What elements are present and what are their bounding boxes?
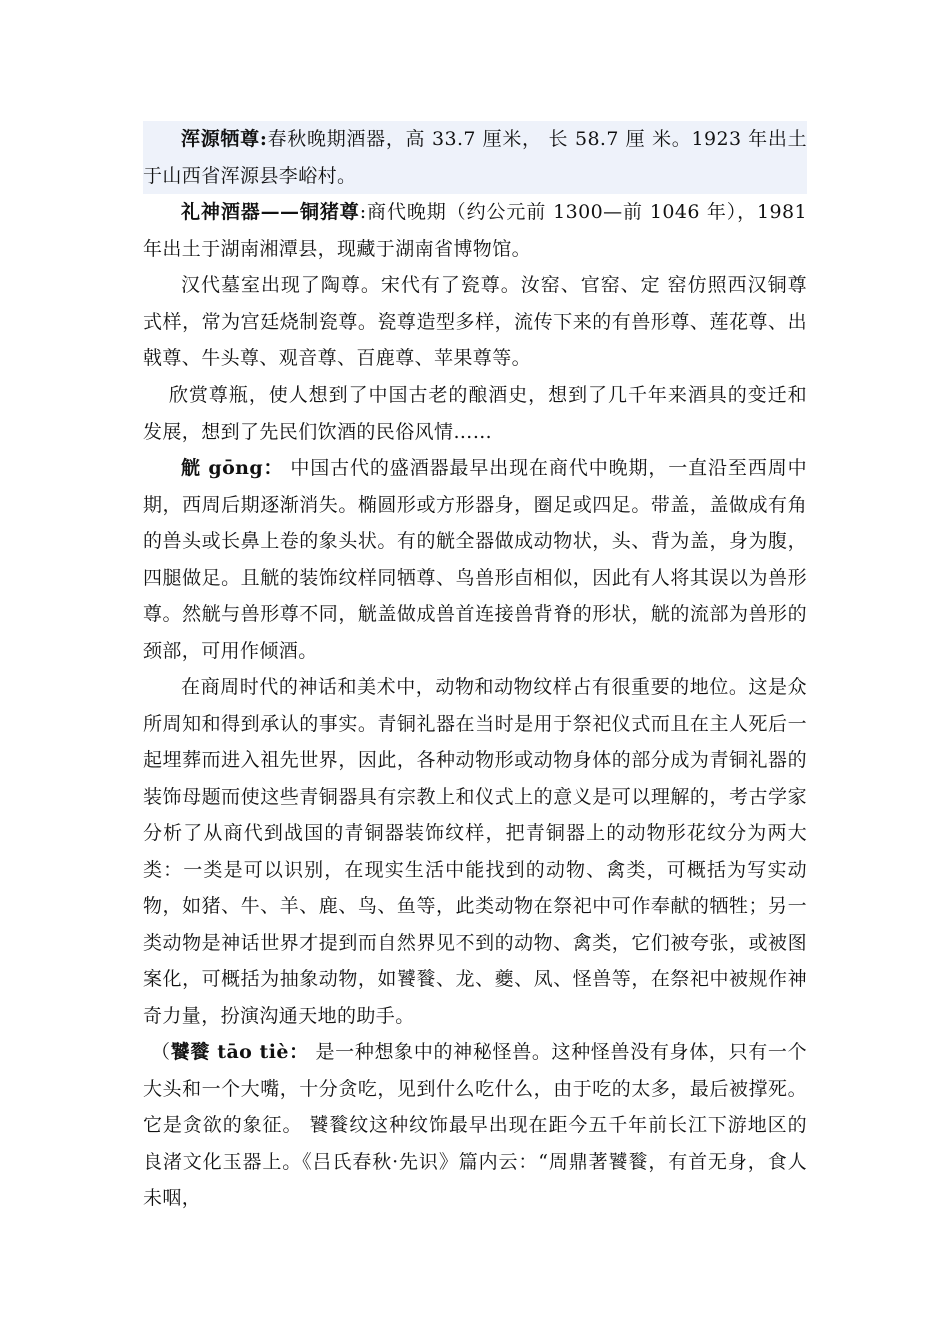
paragraph-text: 商代晚期（约公元前 1300—前 1046 年），1981 年出土于湖南湘潭县，现藏于湖南省博物馆。 (143, 201, 808, 260)
paragraph-tongzhuzun (143, 194, 807, 267)
paragraph-taozun (143, 267, 807, 377)
paragraph-taotie (143, 1034, 807, 1217)
term-gong: 觥 gōng： (181, 457, 284, 479)
term-tongzhuzun: 礼神酒器——铜猪尊 (181, 201, 360, 223)
paragraph-text: 欣赏尊瓶，使人想到了中国古老的酿酒史，想到了几千年来酒具的变迁和发展，想到了先民们饮酒的民俗风情…… (143, 384, 807, 443)
paragraph-text: 是一种想象中的神秘怪兽。这种怪兽没有身体，只有一个大头和一个大嘴，十分贪吃，见到什么吃什么，由于吃的太多，最后被撑死。它是贪欲的象征。 饕餮纹这种纹饰最早出现在距今五千年前长江下游地区的良渚文化玉器上。《吕氏春秋·先识》篇内云：“周鼎著饕餮，有首无身，食人未咽， (143, 1041, 807, 1209)
paragraph-lead: （ (151, 1041, 171, 1063)
paragraph-text: 在商周时代的神话和美术中，动物和动物纹样占有很重要的地位。这是众所周知和得到承认的事实。青铜礼器在当时是用于祭祀仪式而且在主人死后一起埋葬而进入祖先世界，因此，各种动物形或动物身体的部分成为青铜礼器的装饰母题而使这些青铜器具有宗教上和仪式上的意义是可以理解的，考古学家分析了从商代到战国的青铜器装饰纹样，把青铜器上的动物形花纹分为两大类：一类是可以识别，在现实生活中能找到的动物、禽类，可概括为写实动物，如猪、牛、羊、鹿、鸟、鱼等，此类动物在祭祀中可作奉献的牺牲；另一类动物是神话世界才提到而自然界见不到的动物、禽类，它们被夸张，或被图案化，可概括为抽象动物，如饕餮、龙、夔、凤、怪兽等，在祭祀中被规作神奇力量，扮演沟通天地的助手。 (143, 676, 807, 1027)
paragraph-hunyuan-xizun (143, 121, 807, 194)
term-separator: : (259, 128, 268, 150)
paragraph-animal-motifs (143, 669, 807, 1034)
term-separator: : (359, 201, 367, 223)
term-hunyuan-xizun: 浑源牺尊 (181, 128, 260, 150)
paragraph-text: 汉代墓室出现了陶尊。宋代有了瓷尊。汝窑、官窑、定 窑仿照西汉铜尊式样，常为宫廷烧制瓷尊。瓷尊造型多样，流传下来的有兽形尊、莲花尊、出戟尊、牛头尊、观音尊、百鹿尊、苹果尊等。 (143, 274, 807, 369)
paragraph-text: 中国古代的盛酒器最早出现在商代中晚期，一直沿至西周中期，西周后期逐渐消失。椭圆形或方形器身，圈足或四足。带盖，盖做成有角的兽头或长鼻上卷的象头状。有的觥全器做成动物状，头、背为盖，身为腹，四腿做足。且觥的装饰纹样同牺尊、鸟兽形卣相似，因此有人将其误以为兽形尊。然觥与兽形尊不同，觥盖做成兽首连接兽背脊的形状，觥的流部为兽形的颈部，可用作倾酒。 (143, 457, 807, 662)
paragraph-gong (143, 450, 807, 669)
paragraph-appreciation (143, 377, 807, 450)
term-taotie: 饕餮 tāo tiè： (170, 1041, 309, 1063)
paragraph-text: 春秋晚期酒器，高 33.7 厘米， 长 58.7 厘 米。1923 年出土于山西省浑源县李峪村。 (143, 128, 807, 187)
